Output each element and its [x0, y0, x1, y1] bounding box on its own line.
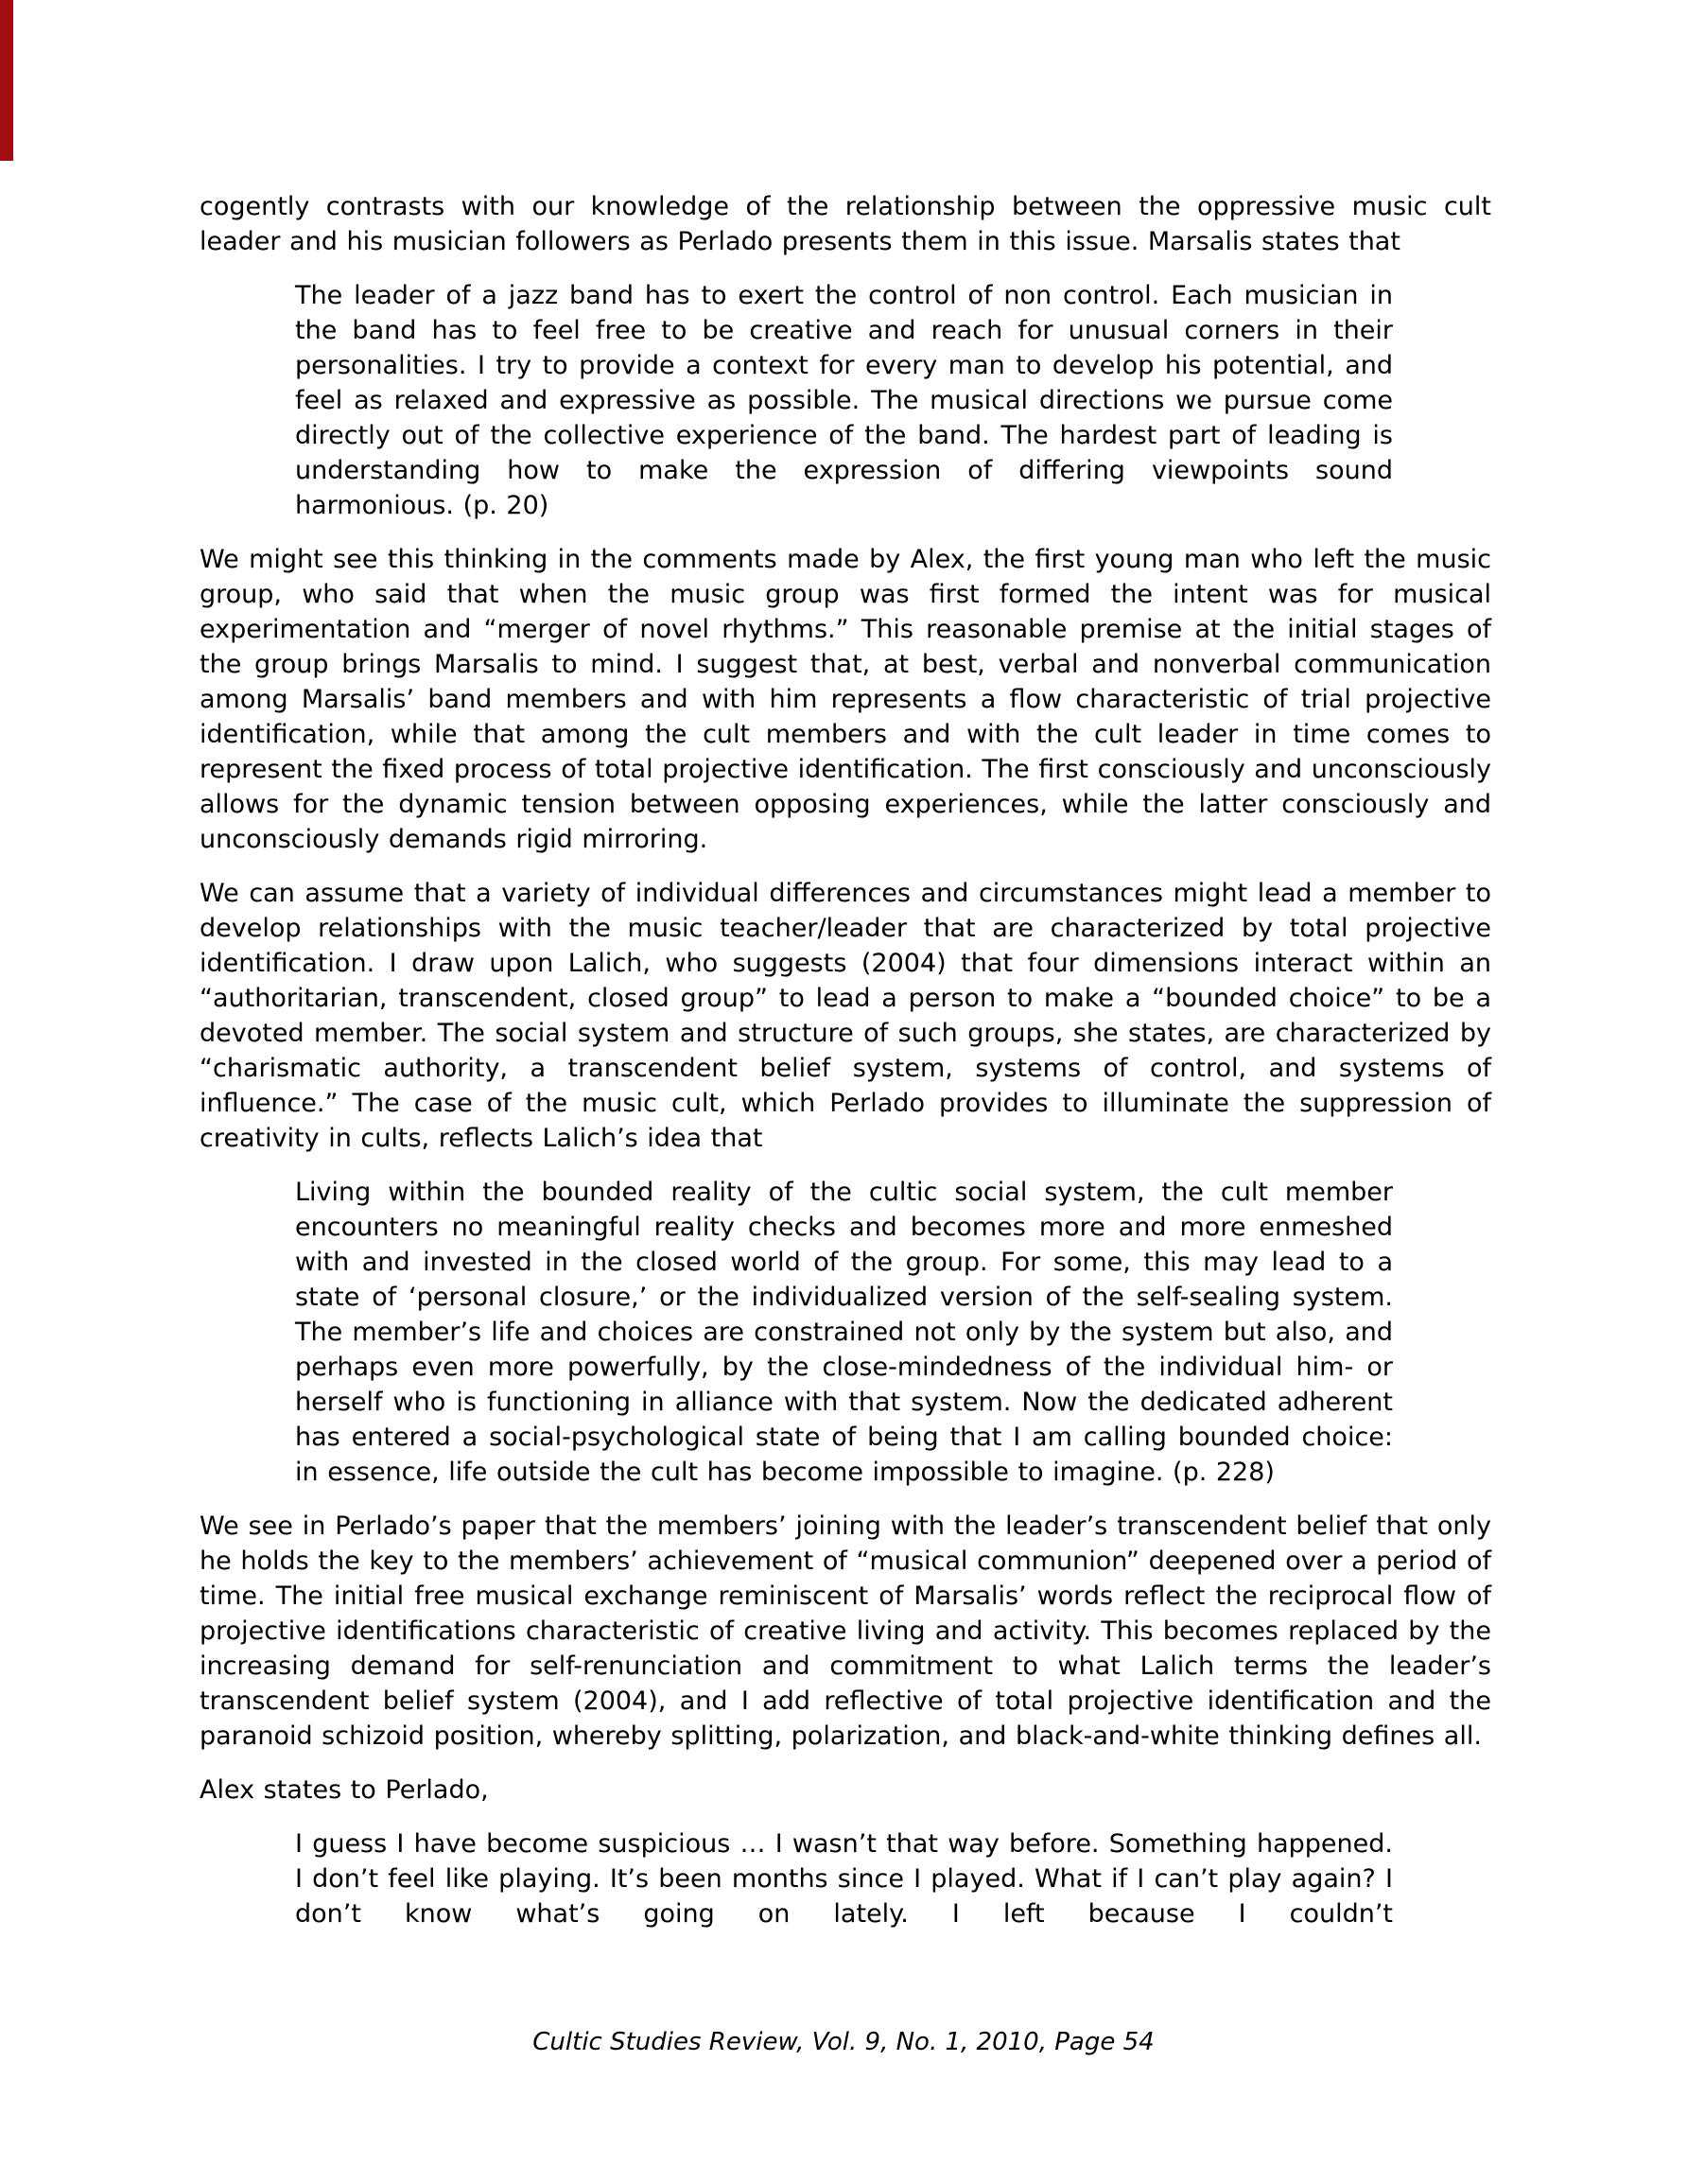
paragraph-perlado-paper: We see in Perlado’s paper that the members’ joining with the leader’s transcendent belief that only he holds the key to the members’ achievement of “musical communion” deepened over a period of time. The initial free musical exchange reminiscent of Marsalis’ words reflect the reciprocal flow of projective identifications characteristic of creative living and activity. This becomes replaced by the increasing demand for self-renunciation and commitment to what Lalich terms the leader’s transcendent belief system (2004), and I add reflective of total projective identification and the paranoid schizoid position, whereby splitting, polarization, and black-and-white thinking defines all.: [200, 1511, 1491, 1751]
journal-citation: Cultic Studies Review, Vol. 9, No. 1, 2010, Page 54: [532, 2028, 1155, 2056]
paragraph-alex-states-lead-in: Alex states to Perlado,: [200, 1775, 489, 1805]
blockquote-alex-suspicious: I guess I have become suspicious … I wasn’t that way before. Something happened. I don’t feel like playing. It’s been months since I played. What if I can’t play again? I don’t know what’s going on lately. I left because I couldn’t: [295, 1829, 1393, 1929]
document-body: [200, 189, 1491, 1950]
paragraph-intro: cogently contrasts with our knowledge of the relationship between the oppressive music cult leader and his musician followers as Perlado presents them in this issue. Marsalis states that: [200, 192, 1491, 256]
paragraph-lalich-dimensions: We can assume that a variety of individual differences and circumstances might lead a member to develop relationships with the music teacher/leader that are characterized by total projective identification. I draw upon Lalich, who suggests (2004) that four dimensions interact within an “authoritarian, transcendent, closed group” to lead a person to make a “bounded choice” to be a devoted member. The social system and structure of such groups, she states, are characterized by “charismatic authority, a transcendent belief system, systems of control, and systems of influence.” The case of the music cult, which Perlado provides to illuminate the suppression of creativity in cults, reflects Lalich’s idea that: [200, 879, 1491, 1153]
paragraph-alex-thinking: We might see this thinking in the comments made by Alex, the first young man who left the music group, who said that when the music group was first formed the intent was for musical experimentation and “merger of novel rhythms.” This reasonable premise at the initial stages of the group brings Marsalis to mind. I suggest that, at best, verbal and nonverbal communication among Marsalis’ band members and with him represents a flow characteristic of trial projective identification, while that among the cult members and with the cult leader in time comes to represent the fixed process of total projective identification. The first consciously and unconsciously allows for the dynamic tension between opposing experiences, while the latter consciously and unconsciously demands rigid mirroring.: [200, 545, 1491, 854]
page-footer: [0, 2026, 1687, 2058]
blockquote-lalich-bounded-choice: Living within the bounded reality of the cultic social system, the cult member encounters no meaningful reality checks and becomes more and more enmeshed with and invested in the closed world of the group. For some, this may lead to a state of ‘personal closure,’ or the individualized version of the self-sealing system. The member’s life and choices are constrained not only by the system but also, and perhaps even more powerfully, by the close-mindedness of the individual him- or herself who is functioning in alliance with that system. Now the dedicated adherent has entered a social-psychological state of being that I am calling bounded choice: in essence, life outside the cult has become impossible to imagine. (p. 228): [295, 1178, 1393, 1487]
red-binding-strip: [0, 0, 13, 161]
blockquote-marsalis: The leader of a jazz band has to exert the control of non control. Each musician in the band has to feel free to be creative and reach for unusual corners in their personalities. I try to provide a context for every man to develop his potential, and feel as relaxed and expressive as possible. The musical directions we pursue come directly out of the collective experience of the band. The hardest part of leading is understanding how to make the expression of differing viewpoints sound harmonious. (p. 20): [295, 281, 1393, 520]
